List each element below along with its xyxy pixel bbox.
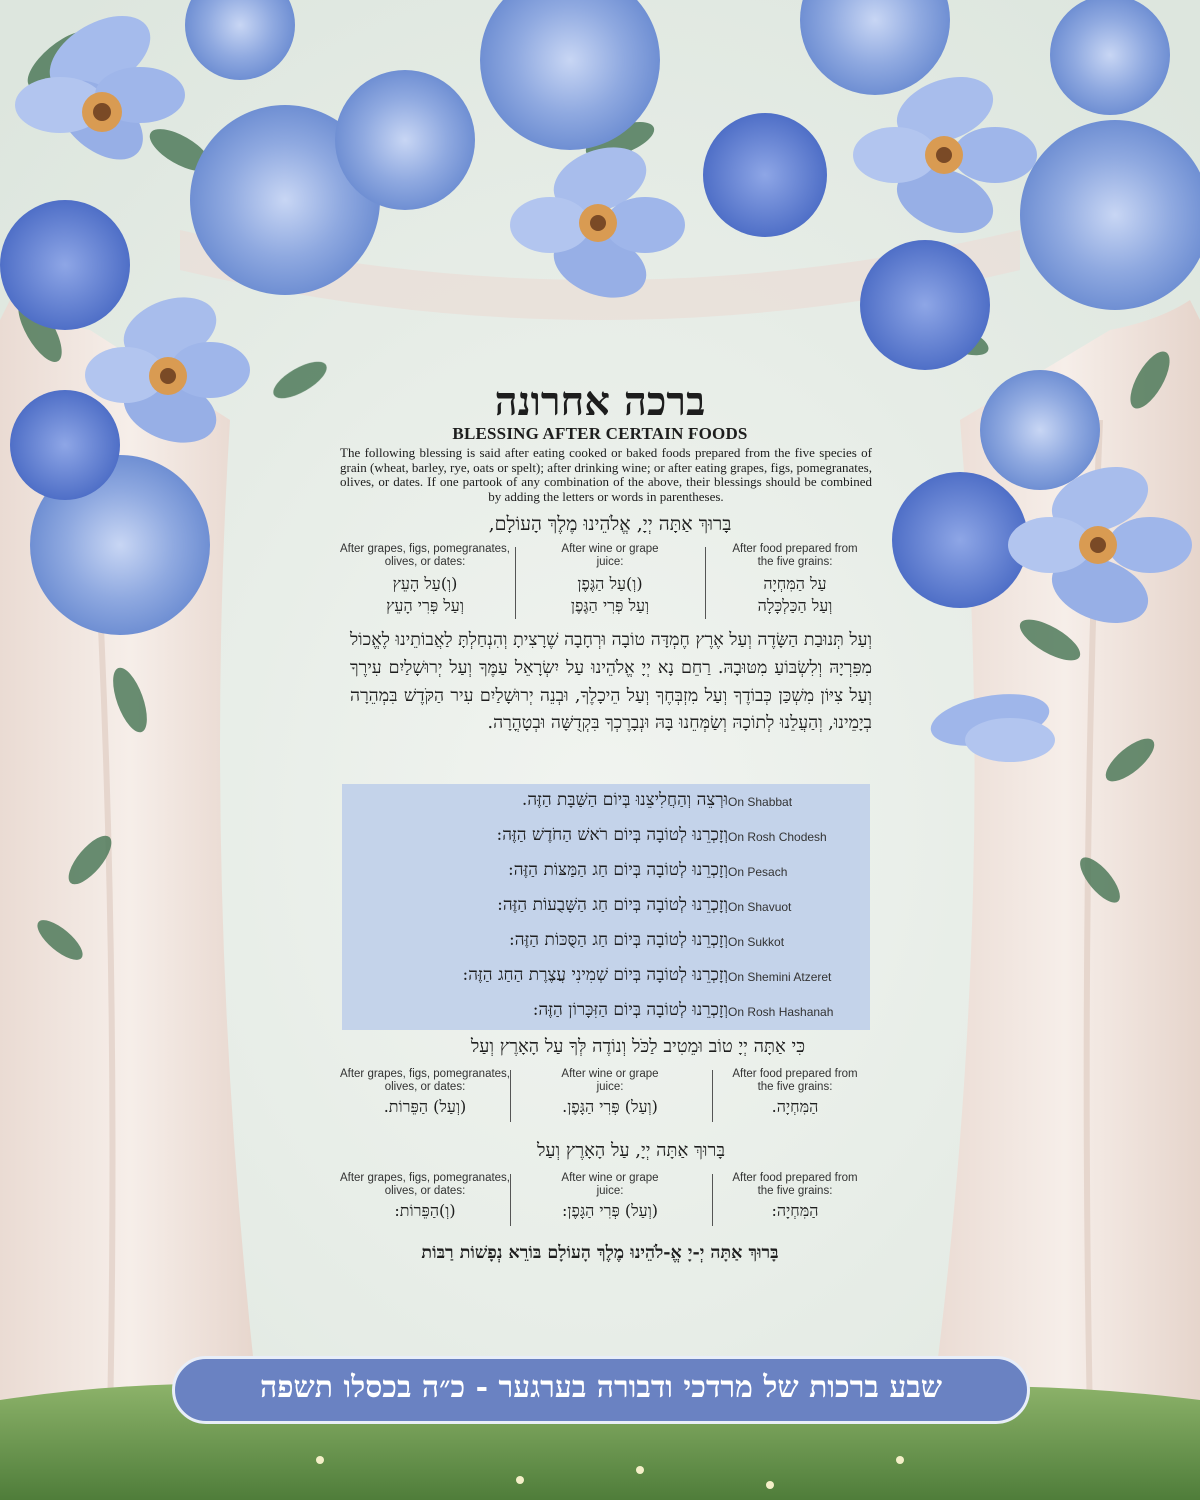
col-label: After wine or grape juice: [561, 1068, 659, 1093]
grass-flower [896, 1456, 904, 1464]
col-label: After grapes, figs, pomegranates, olives, or dates: [339, 1068, 511, 1093]
column-divider [515, 547, 516, 619]
col-text: (וְ)הַפֵּרוֹת: [394, 1201, 456, 1220]
holiday-row [342, 994, 870, 1029]
ki-ata-line: כִּי אַתָּה יְיָ טוֹב וּמֵטִיב לַכֹּל וְנוֹדֶה לְּךָ עַל הָאָרֶץ וְעַל [470, 1036, 805, 1057]
col-label: After food prepared from the five grains: [732, 1172, 858, 1197]
holiday-row [342, 924, 870, 959]
grass-flower [316, 1456, 324, 1464]
holiday-text: וּרְצֵה וְהַחֲלִיצֵנוּ בְּיוֹם הַשַּׁבָּת הַזֶּה. [521, 790, 728, 810]
column-divider [510, 1174, 511, 1226]
hydrangea [703, 113, 827, 237]
holiday-insertions-panel [342, 784, 870, 1030]
col-line2: וְעַל פְּרִי הָעֵץ [386, 596, 464, 615]
col-text: (וְעַל) פְּרִי הַגָּפֶן. [562, 1097, 658, 1116]
section3-col-left [335, 1172, 515, 1222]
col-label: After grapes, figs, pomegranates, olives, or dates: [339, 1172, 511, 1197]
col-label: After wine or grape juice: [561, 1172, 659, 1197]
section1-col-right [705, 543, 885, 617]
borei-nefashot-line: בָּרוּךְ אַתָּה יְ-יָ אֱ-לֹהֵינוּ מֶלֶךְ הָעוֹלָם בּוֹרֵא נְפָשׁוֹת רַבּוֹת [421, 1243, 779, 1263]
holiday-label: On Shabbat [728, 795, 793, 809]
holiday-text: וְזָכְרֵנוּ לְטוֹבָה בְּיוֹם הַזִּכָּרוֹן הַזֶּה: [532, 1000, 728, 1020]
col-label: After wine or grape juice: [561, 543, 659, 568]
grass-flower [766, 1481, 774, 1489]
holiday-text: וְזָכְרֵנוּ לְטוֹבָה בְּיוֹם שְׁמִינִי עֲצֶרֶת הַחַג הַזֶּה: [462, 965, 728, 985]
hydrangea [0, 200, 130, 330]
holiday-text: וְזָכְרֵנוּ לְטוֹבָה בְּיוֹם חַג הַסֻּכּוֹת הַזֶּה: [509, 930, 728, 950]
baruch-line: בָּרוּךְ אַתָּה יְיָ, עַל הָאָרֶץ וְעַל [536, 1140, 725, 1161]
hydrangea [10, 390, 120, 500]
event-banner-text: שבע ברכות של מרדכי ודבורה בערגער - כ״ה בכסלו תשפה [259, 1370, 943, 1405]
holiday-text: וְזָכְרֵנוּ לְטוֹבָה בְּיוֹם רֹאשׁ הַחֹדֶשׁ הַזֶּה: [496, 825, 728, 845]
section2-col-center [520, 1068, 700, 1118]
col-line2: וְעַל הַכַּלְכָּלָה [757, 596, 833, 615]
holiday-label: On Rosh Chodesh [728, 830, 827, 844]
holiday-row [342, 784, 870, 819]
col-line1: (וְ)עַל הַגֶּפֶן [577, 574, 643, 593]
section3-col-center [520, 1172, 700, 1222]
holiday-label: On Rosh Hashanah [728, 1005, 834, 1019]
intro-paragraph: The following blessing is said after eating cooked or baked foods prepared from the five species of grain (wheat, barley, rye, oats or spelt); after drinking wine; or after eating grapes, figs, pomegranates, olives, or dates. If one partook of any combination of the above, their blessings should be combined by adding the letters or words in parentheses. [340, 445, 872, 504]
title-hebrew: ברכה אחרונה [494, 378, 706, 425]
section1-col-center [520, 543, 700, 617]
col-text: הַמִּחְיָה. [771, 1097, 819, 1116]
holiday-row [342, 854, 870, 889]
hydrangea [892, 472, 1028, 608]
holiday-label: On Shemini Atzeret [728, 970, 832, 984]
col-line2: וְעַל פְּרִי הַגֶּפֶן [570, 596, 650, 615]
holiday-row [342, 889, 870, 924]
col-line1: (וְ)עַל הָעֵץ [392, 574, 458, 593]
holiday-text: וְזָכְרֵנוּ לְטוֹבָה בְּיוֹם חַג הַשָּׁבֻעוֹת הַזֶּה: [497, 895, 728, 915]
holiday-row [342, 819, 870, 854]
rose [335, 70, 475, 210]
section3-col-right [705, 1172, 885, 1222]
col-text: (וְעַל) הַפֵּרוֹת. [383, 1097, 467, 1116]
section2-col-right [705, 1068, 885, 1118]
col-label: After food prepared from the five grains: [732, 1068, 858, 1093]
grass-flower [636, 1466, 644, 1474]
col-label: After food prepared from the five grains: [732, 543, 858, 568]
column-divider [510, 1070, 511, 1122]
section1-col-left [335, 543, 515, 617]
col-text: (וְעַל) פְּרִי הַגָּפֶן: [561, 1201, 659, 1220]
col-label: After grapes, figs, pomegranates, olives, or dates: [339, 543, 511, 568]
holiday-label: On Sukkot [728, 935, 785, 949]
holiday-label: On Pesach [728, 865, 788, 879]
rose [1050, 0, 1170, 115]
col-text: הַמִּחְיָה: [771, 1201, 819, 1220]
holiday-text: וְזָכְרֵנוּ לְטוֹבָה בְּיוֹם חַג הַמַּצּוֹת הַזֶּה: [508, 860, 728, 880]
rose [980, 370, 1100, 490]
col-line1: עַל הַמִּחְיָה [763, 574, 827, 593]
main-paragraph: וְעַל תְּנוּבַת הַשָּׂדֶה וְעַל אֶרֶץ חֶמְדָּה טוֹבָה וּרְחָבָה שֶׁרָצִיתָ וְהִנְחַלְתָּ לַאֲבוֹתֵינוּ לֶאֱכוֹל מִפִּרְיָהּ וְלִשְׂבּוֹעַ מִטּוּבָהּ. רַחֵם נָא יְיָ אֱלֹהֵינוּ עַל יִשְׂרָאֵל עַמֶּךָ וְעַל יְרוּשָׁלַיִם עִירֶךָ וְעַל צִיּוֹן מִשְׁכַּן כְּבוֹדֶךָ וְעַל מִזְבְּחֶךָ וְעַל הֵיכָלֶךָ, וּבְנֵה יְרוּשָׁלַיִם עִיר הַקֹּדֶשׁ בִּמְהֵרָה בְיָמֵינוּ, וְהַעֲלֵנוּ לְתוֹכָהּ וְשַׂמְּחֵנוּ בָּהּ וּנְבָרֶכְךָ בִּקְדֻשָּׁה וּבְטָהֳרָה. [350, 630, 872, 734]
opening-line: בָּרוּךְ אַתָּה יְיָ, אֱלֹהֵינוּ מֶלֶךְ הָעוֹלָם, [488, 513, 732, 535]
title-english: BLESSING AFTER CERTAIN FOODS [452, 424, 748, 443]
holiday-row [342, 959, 870, 994]
hydrangea [860, 240, 990, 370]
section2-col-left [335, 1068, 515, 1118]
grass-flower [516, 1476, 524, 1484]
holiday-label: On Shavuot [728, 900, 792, 914]
